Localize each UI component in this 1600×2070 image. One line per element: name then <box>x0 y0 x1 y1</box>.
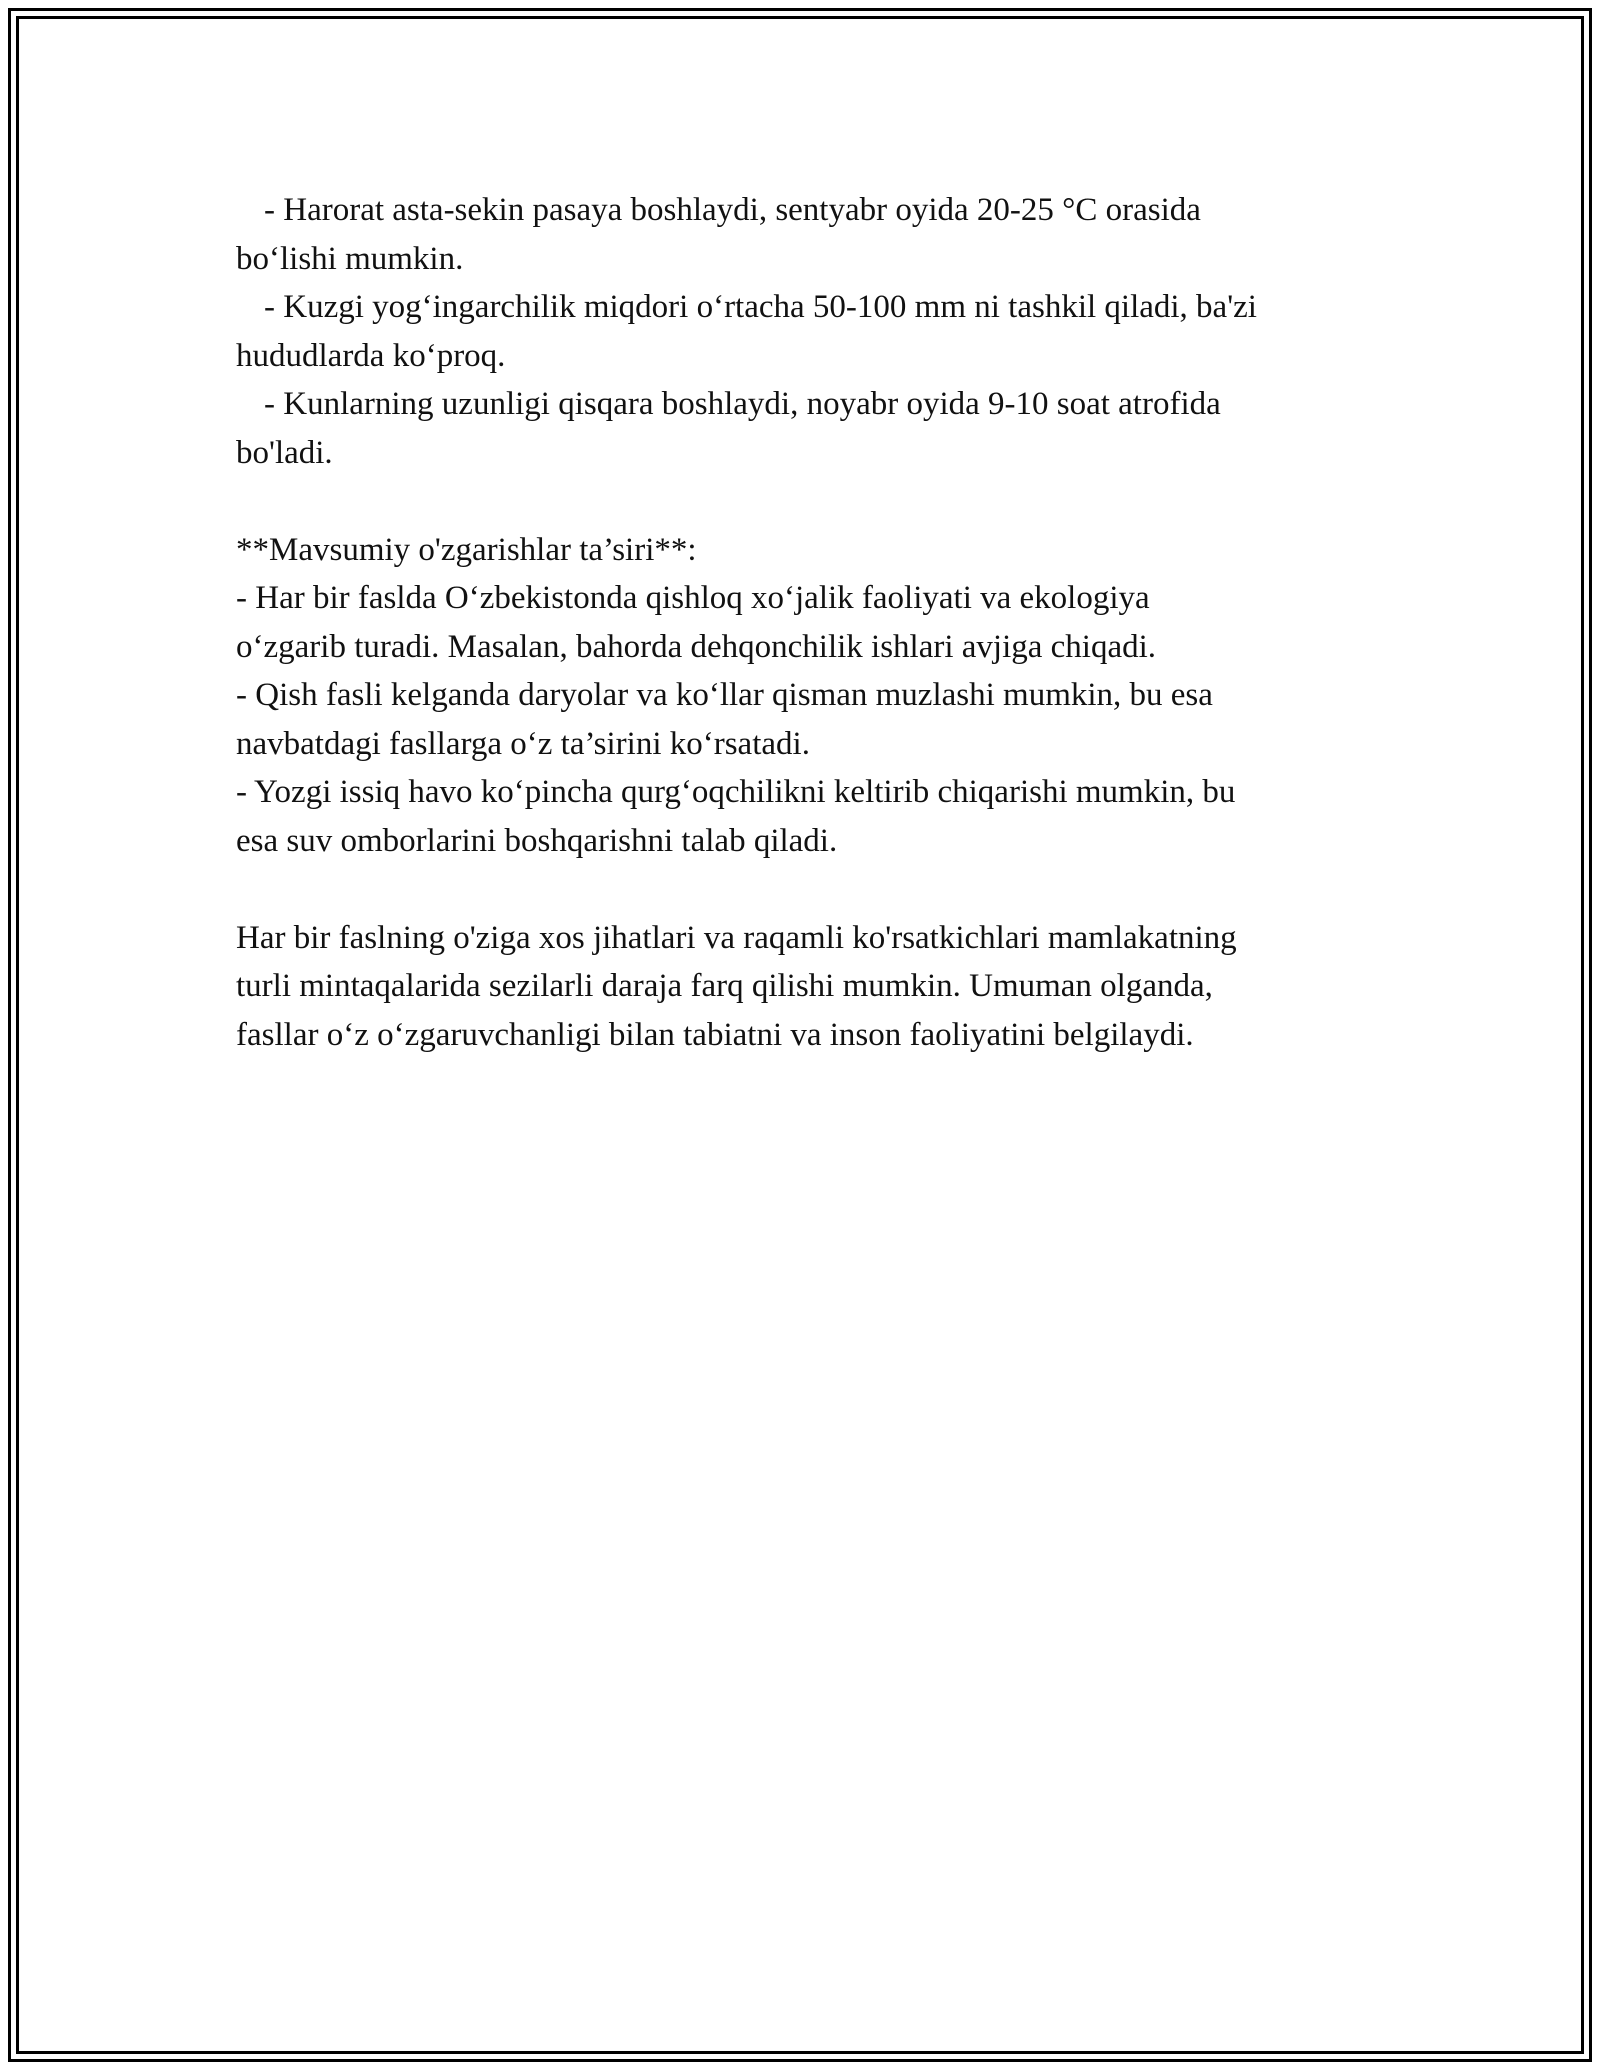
conclusion-line-3: fasllar o‘z o‘zgaruvchanligi bilan tabiatni va inson faoliyatini belgilaydi. <box>236 1016 1194 1053</box>
conclusion-line-1: Har bir faslning o'ziga xos jihatlari va raqamli ko'rsatkichlari mamlakatning <box>236 919 1237 956</box>
summer-drought-line-2: esa suv omborlarini boshqarishni talab qiladi. <box>236 822 838 859</box>
winter-freeze-line-1: - Qish fasli kelganda daryolar va ko‘llar qisman muzlashi mumkin, bu esa <box>236 677 1213 713</box>
winter-freeze-line-2: navbatdagi fasllarga o‘z ta’sirini ko‘rsatadi. <box>236 725 810 762</box>
conclusion-paragraph <box>236 914 1386 1060</box>
paragraph-spacer <box>236 477 1386 526</box>
autumn-precipitation-line-2: hududlarda ko‘proq. <box>236 337 506 374</box>
autumn-facts-list <box>236 186 1386 477</box>
autumn-daylength-line-1: - Kunlarning uzunligi qisqara boshlaydi, noyabr oyida 9-10 soat atrofida <box>264 386 1221 422</box>
conclusion-line-2: turli mintaqalarida sezilarli daraja farq qilishi mumkin. Umuman olganda, <box>236 968 1213 1004</box>
section-heading: **Mavsumiy o'zgarishlar ta’siri**: <box>236 531 697 568</box>
agriculture-line-2: o‘zgarib turadi. Masalan, bahorda dehqonchilik ishlari avjiga chiqadi. <box>236 628 1157 665</box>
agriculture-line-1: - Har bir faslda O‘zbekistonda qishloq xo‘jalik faoliyati va ekologiya <box>236 580 1150 616</box>
paragraph-spacer <box>236 865 1386 914</box>
summer-drought-line-1: - Yozgi issiq havo ko‘pincha qurg‘oqchilikni keltirib chiqarishi mumkin, bu <box>236 774 1236 810</box>
document-body <box>236 186 1386 1059</box>
autumn-temperature-line-2: bo‘lishi mumkin. <box>236 240 464 277</box>
autumn-daylength-line-2: bo'ladi. <box>236 434 333 471</box>
autumn-precipitation-line-1: - Kuzgi yog‘ingarchilik miqdori o‘rtacha 50-100 mm ni tashkil qiladi, ba'zi <box>264 289 1257 325</box>
seasonal-changes-section <box>236 526 1386 866</box>
autumn-temperature-line-1: - Harorat asta-sekin pasaya boshlaydi, sentyabr oyida 20-25 °C orasida <box>264 192 1201 228</box>
